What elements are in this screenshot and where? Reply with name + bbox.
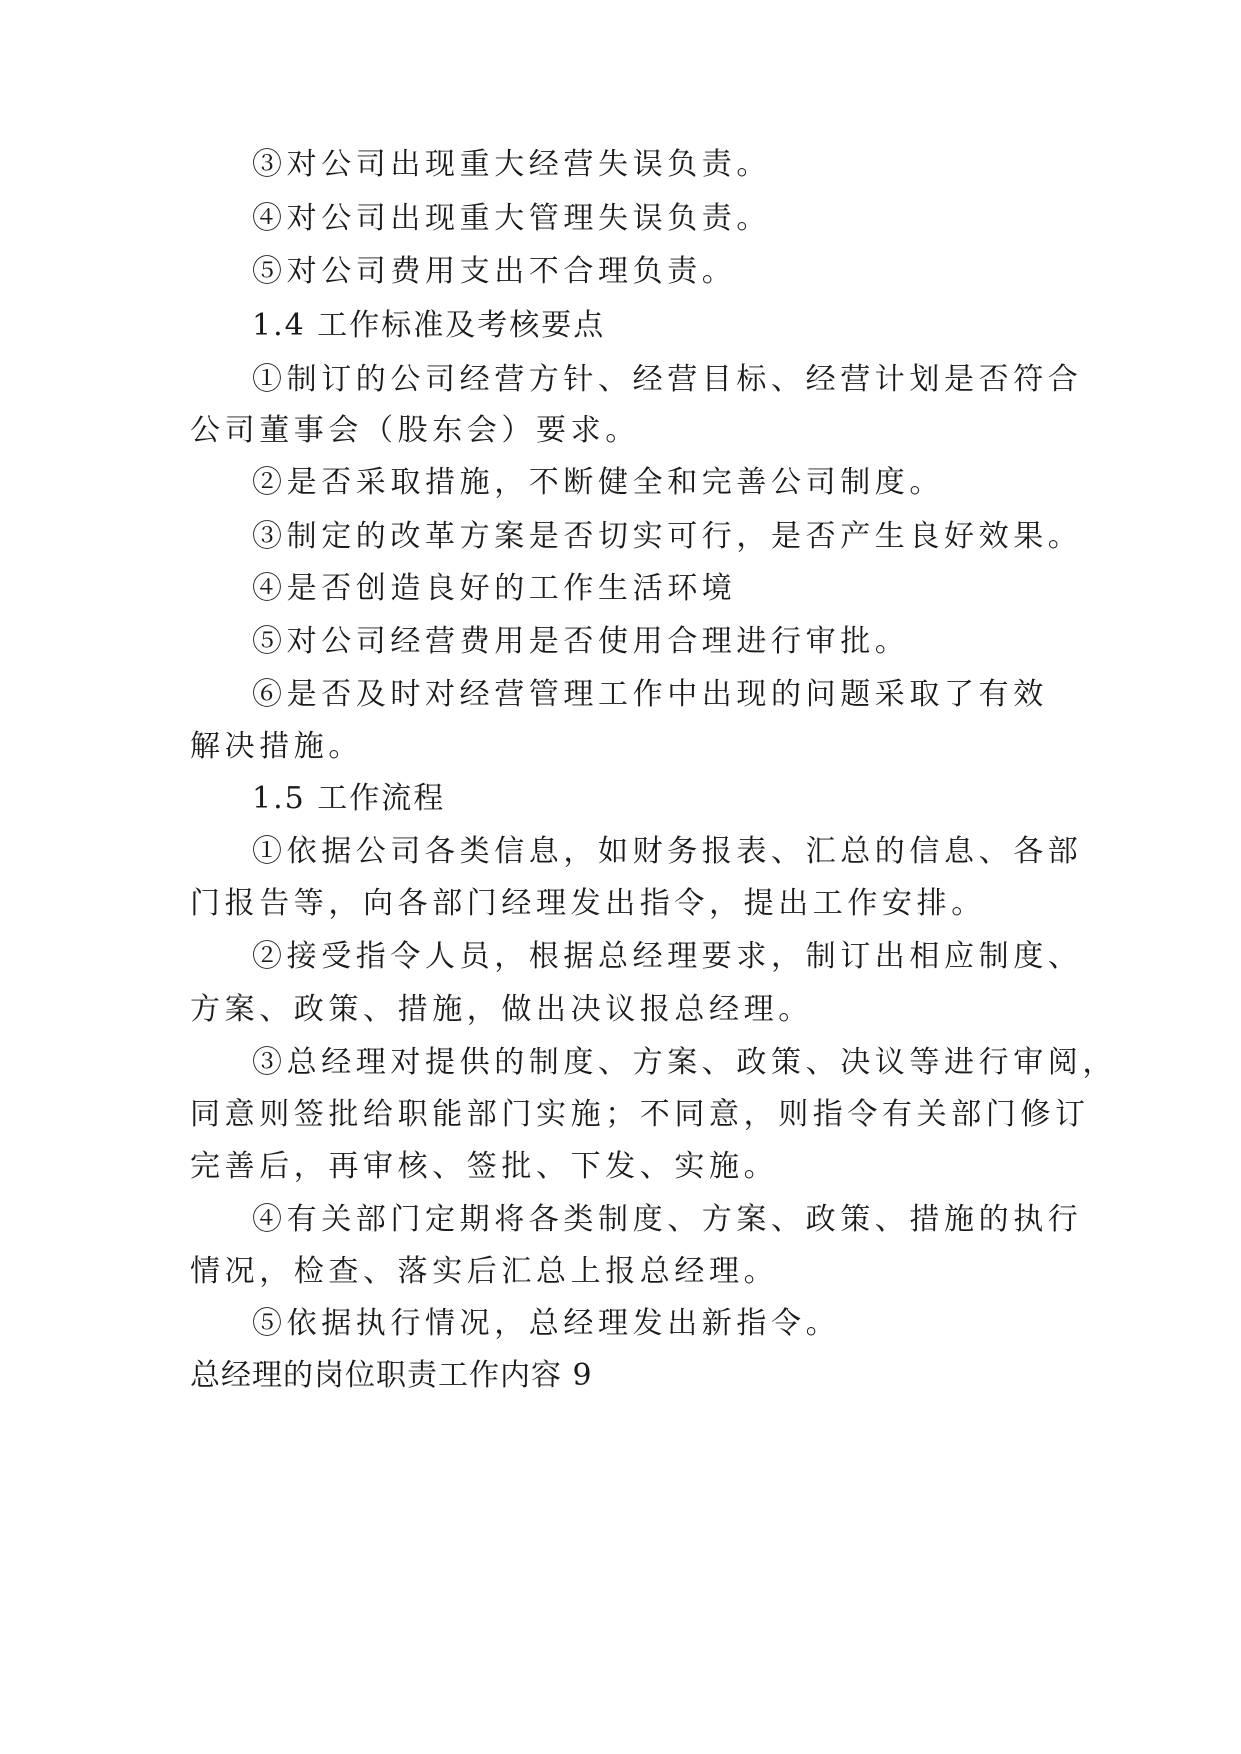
duty-item-5: ⑤对公司费用支出不合理负责。 xyxy=(252,254,737,289)
process-item-4: ④有关部门定期将各类制度、方案、政策、措施的执行 xyxy=(252,1202,1083,1237)
section-heading-1-5: 1.5 工作流程 xyxy=(252,781,446,816)
duty-item-4: ④对公司出现重大管理失误负责。 xyxy=(252,201,771,236)
standard-item-1-cont: 公司董事会（股东会）要求。 xyxy=(190,413,640,448)
standard-item-6: ⑥是否及时对经营管理工作中出现的问题采取了有效 xyxy=(252,677,1048,712)
process-item-2-cont: 方案、政策、措施，做出决议报总经理。 xyxy=(190,992,813,1027)
duty-item-3: ③对公司出现重大经营失误负责。 xyxy=(252,147,771,182)
process-item-1: ①依据公司各类信息，如财务报表、汇总的信息、各部 xyxy=(252,834,1083,869)
process-item-1-cont: 门报告等，向各部门经理发出指令，提出工作安排。 xyxy=(190,886,986,921)
standard-item-2: ②是否采取措施，不断健全和完善公司制度。 xyxy=(252,465,944,500)
process-item-3-cont-2: 完善后，再审核、签批、下发、实施。 xyxy=(190,1149,779,1184)
process-item-5: ⑤依据执行情况，总经理发出新指令。 xyxy=(252,1306,841,1341)
section-heading-1-4: 1.4 工作标准及考核要点 xyxy=(252,308,606,343)
standard-item-4: ④是否创造良好的工作生活环境 xyxy=(252,571,737,606)
process-item-2: ②接受指令人员，根据总经理要求，制订出相应制度、 xyxy=(252,939,1083,974)
process-item-4-cont: 情况，检查、落实后汇总上报总经理。 xyxy=(190,1254,779,1289)
process-item-3: ③总经理对提供的制度、方案、政策、决议等进行审阅， xyxy=(252,1045,1117,1080)
standard-item-1: ①制订的公司经营方针、经营目标、经营计划是否符合 xyxy=(252,362,1083,397)
standard-item-6-cont: 解决措施。 xyxy=(190,729,363,764)
next-section-title: 总经理的岗位职责工作内容 9 xyxy=(190,1358,593,1393)
standard-item-3: ③制定的改革方案是否切实可行，是否产生良好效果。 xyxy=(252,519,1083,554)
standard-item-5: ⑤对公司经营费用是否使用合理进行审批。 xyxy=(252,624,910,659)
process-item-3-cont-1: 同意则签批给职能部门实施；不同意，则指令有关部门修订 xyxy=(190,1097,1090,1132)
